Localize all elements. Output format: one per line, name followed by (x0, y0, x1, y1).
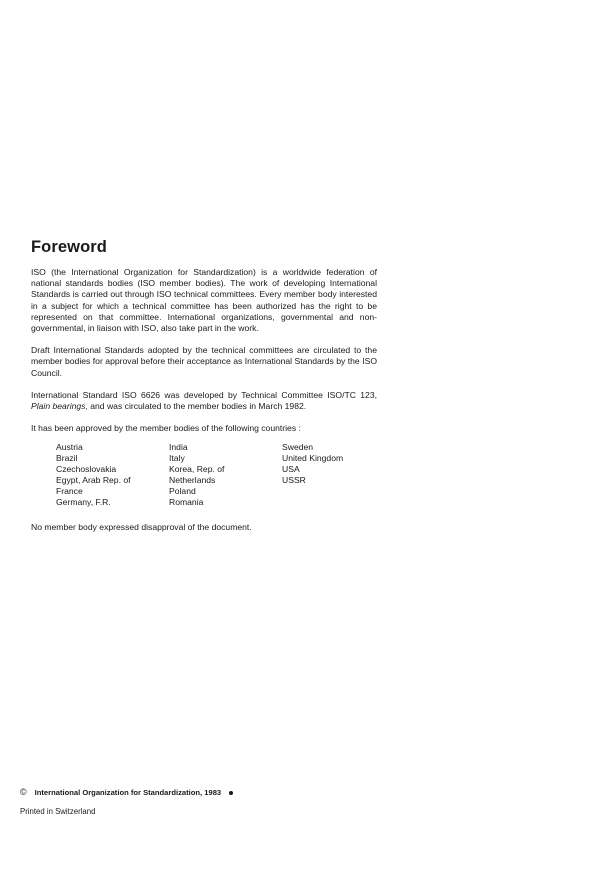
copyright-icon: © (20, 787, 27, 797)
standard-circulation-text: and was circulated to the member bodies in March 1982. (87, 401, 307, 412)
country-name: Italy (169, 453, 185, 464)
country-name: France (56, 486, 83, 497)
country-name: USA (282, 464, 300, 475)
paragraph-draft-standards: Draft International Standards adopted by the technical committees are circulated to the member bodies for approval before their acceptance as International Standards by the ISO Council. (31, 345, 377, 378)
country-name: Austria (56, 442, 83, 453)
country-name: Sweden (282, 442, 314, 453)
paragraph-approval: It has been approved by the member bodies of the following countries : (31, 423, 301, 434)
countries-column-1 (56, 442, 169, 507)
countries-list (56, 442, 377, 507)
country-name: Egypt, Arab Rep. of (56, 475, 131, 486)
copyright-line (20, 787, 233, 797)
country-name: Czechoslovakia (56, 464, 117, 475)
country-name: Poland (169, 486, 196, 497)
bullet-dot-icon (229, 791, 233, 795)
country-name: Netherlands (169, 475, 216, 486)
country-name: Germany, F.R. (56, 496, 111, 507)
committee-name: Plain bearings, (31, 401, 88, 412)
paragraph-no-disapproval: No member body expressed disapproval of the document. (31, 521, 252, 532)
country-name: India (169, 442, 188, 453)
country-name: United Kingdom (282, 453, 344, 464)
country-name: Korea, Rep. of (169, 464, 225, 475)
standard-development-text: International Standard ISO 6626 was developed by Technical Committee ISO/TC 123, (31, 389, 377, 400)
paragraph-standard-development (31, 390, 377, 412)
country-name: Romania (169, 496, 204, 507)
foreword-section (31, 238, 377, 544)
countries-column-2 (169, 442, 282, 507)
paragraph-iso-intro: ISO (the International Organization for Standardization) is a worldwide federation of national standards bodies (ISO member bodies). The work of developing International Standards is carried out through ISO technical committees. Every member body interested in a subject for which a technical committee has been authorized has the right to be represented on that committee. International organizations, governmental and non-governmental, in liaison with ISO, also take part in the work. (31, 267, 377, 334)
countries-column-3 (282, 442, 402, 507)
page-title: Foreword (31, 238, 107, 256)
country-name: USSR (282, 475, 306, 486)
country-name: Brazil (56, 453, 78, 464)
printed-in-line: Printed in Switzerland (20, 807, 96, 816)
copyright-text: International Organization for Standardization, 1983 (34, 788, 222, 797)
